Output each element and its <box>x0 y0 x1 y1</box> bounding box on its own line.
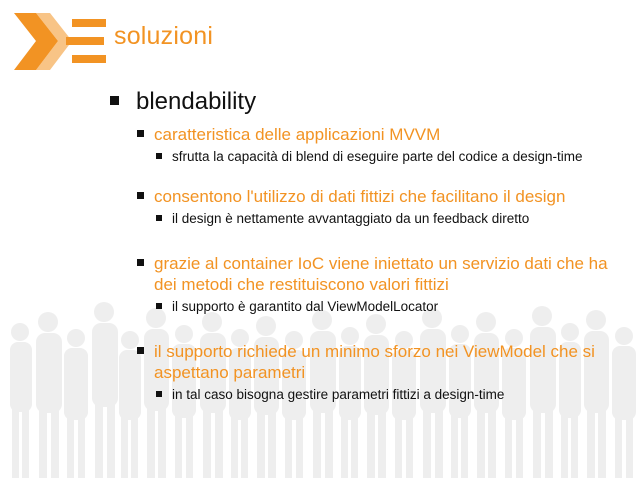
bullet-text: grazie al container IoC viene iniettato un servizio dati che ha dei metodi che restituiscono valori fittizi <box>154 254 608 294</box>
bullet-text: in tal caso bisogna gestire parametri fittizi a design-time <box>172 387 505 402</box>
bullet-level2 <box>108 341 628 383</box>
bullet-level3 <box>108 210 628 227</box>
xe-logo-icon <box>14 13 108 70</box>
bullet-level3 <box>108 298 628 315</box>
bullet-text: consentono l'utilizzo di dati fittizi che facilitano il design <box>154 187 566 206</box>
bullet-text: il design è nettamente avvantaggiato da un feedback diretto <box>172 211 530 226</box>
square-bullet-icon <box>156 391 162 397</box>
bullet-text: sfrutta la capacità di blend di eseguire parte del codice a design-time <box>172 149 583 164</box>
square-bullet-icon <box>137 192 144 199</box>
square-bullet-icon <box>156 303 162 309</box>
square-bullet-icon <box>156 153 162 159</box>
square-bullet-icon <box>137 130 144 137</box>
square-bullet-icon <box>110 96 119 105</box>
bullet-text: il supporto richiede un minimo sforzo nei ViewModel che si aspettano parametri <box>154 342 595 382</box>
bullet-text: blendability <box>136 88 257 115</box>
bullet-level2 <box>108 124 628 145</box>
bullet-level3 <box>108 386 628 403</box>
bullet-level3 <box>108 148 628 165</box>
square-bullet-icon <box>156 215 162 221</box>
bullet-level2 <box>108 186 628 207</box>
slide-title: soluzioni <box>114 22 214 50</box>
bullet-level2 <box>108 253 628 295</box>
square-bullet-icon <box>137 347 144 354</box>
bullet-level1 <box>108 88 628 116</box>
square-bullet-icon <box>137 259 144 266</box>
slide-content <box>108 88 628 403</box>
bullet-text: caratteristica delle applicazioni MVVM <box>154 125 441 144</box>
bullet-text: il supporto è garantito dal ViewModelLocator <box>172 299 439 314</box>
